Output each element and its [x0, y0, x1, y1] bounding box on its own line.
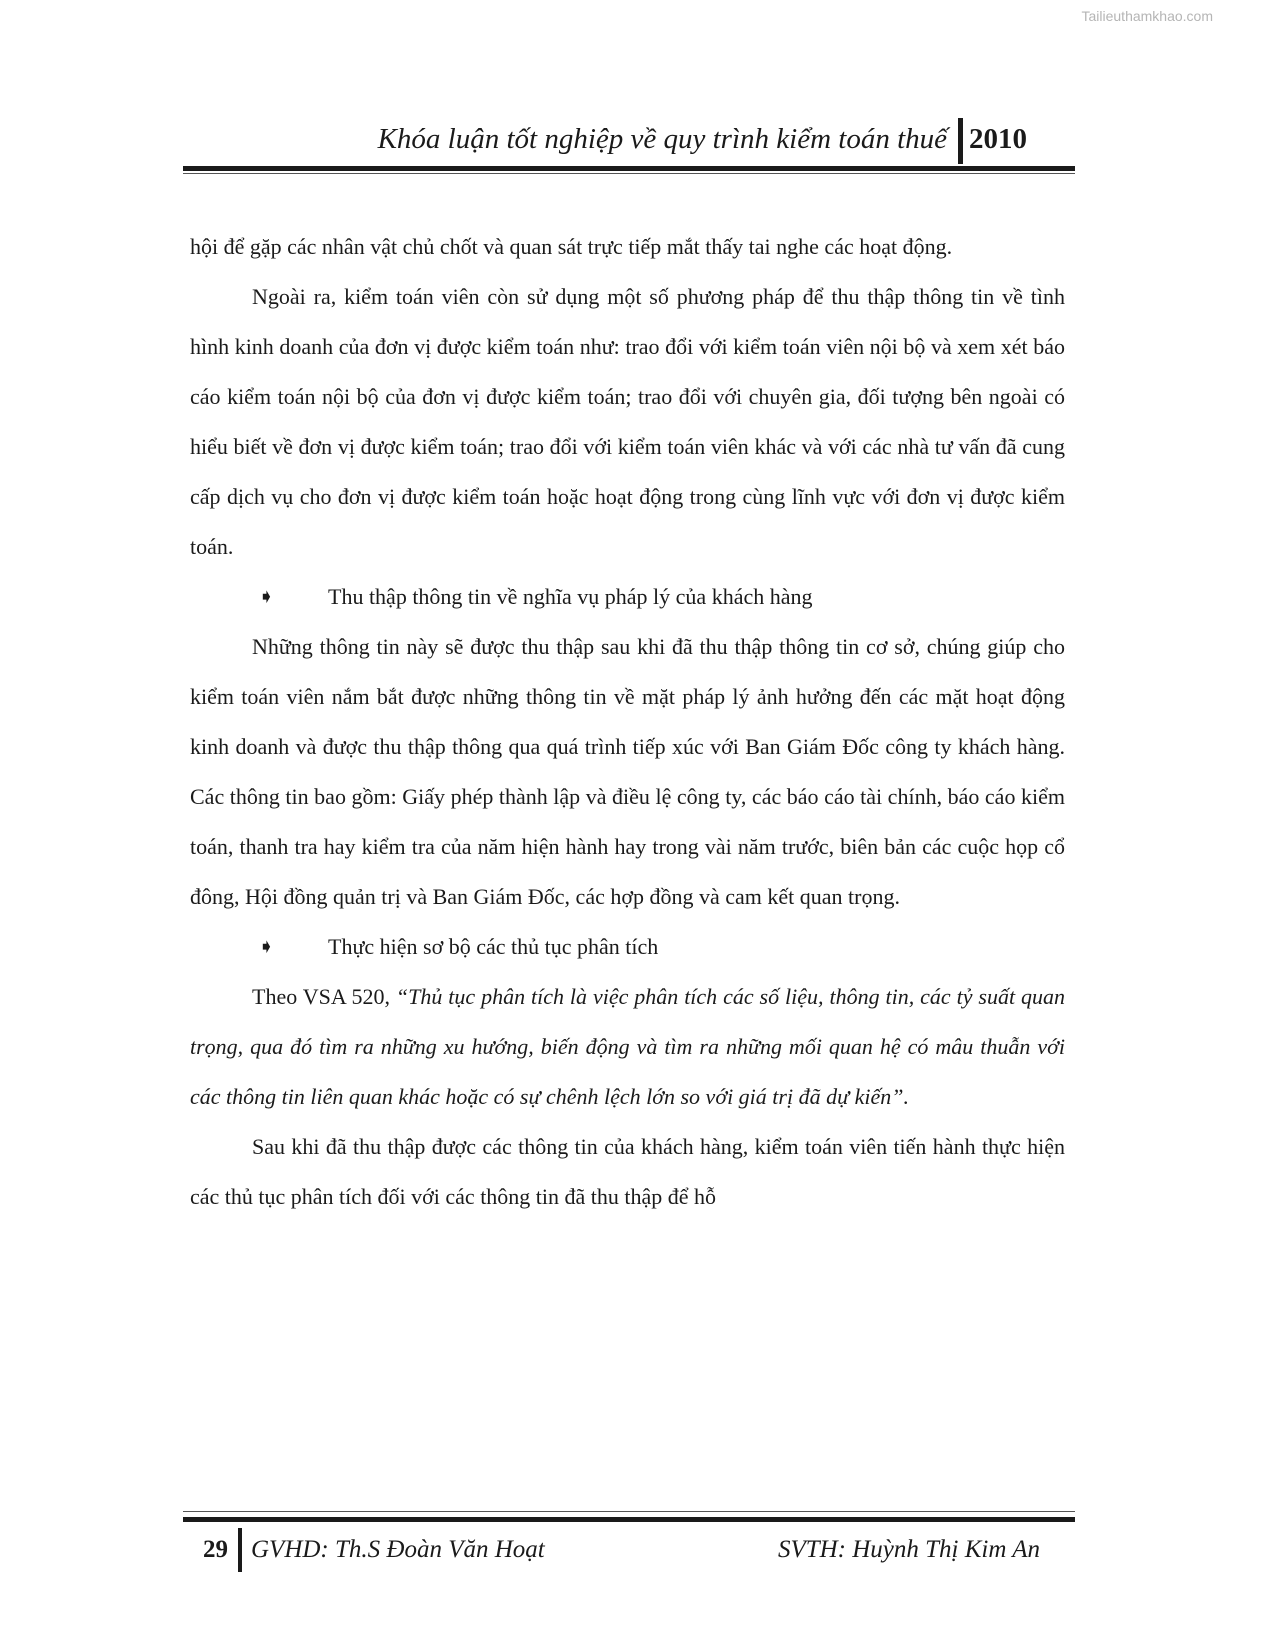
- arrow-bullet-icon: ➧: [258, 586, 275, 608]
- vsa-520-quote: “Thủ tục phân tích là việc phân tích các số liệu, thông tin, các tỷ suất quan trọng, qua đó tìm ra những xu hướng, biến động và tìm ra những mối quan hệ có mâu thuẫn với các thông tin liên quan khác hoặc có sự chênh lệch lớn so với giá trị đã dự kiến”.: [190, 984, 1065, 1109]
- paragraph-5: Sau khi đã thu thập được các thông tin của khách hàng, kiểm toán viên tiến hành thực hiện các thủ tục phân tích đối với các thông tin đã thu thập để hỗ: [190, 1134, 1065, 1209]
- bullet-item-1-label: Thu thập thông tin về nghĩa vụ pháp lý của khách hàng: [328, 584, 813, 609]
- bullet-item-2-label: Thực hiện sơ bộ các thủ tục phân tích: [328, 934, 659, 959]
- paragraph-4-lead: Theo VSA 520,: [252, 984, 396, 1009]
- footer-advisor: GVHD: Th.S Đoàn Văn Hoạt: [251, 1536, 545, 1563]
- paragraph-3: Những thông tin này sẽ được thu thập sau khi đã thu thập thông tin cơ sở, chúng giúp cho kiểm toán viên nắm bắt được những thông tin về mặt pháp lý ảnh hưởng đến các mặt hoạt động kinh doanh và được thu thập thông qua quá trình tiếp xúc với Ban Giám Đốc công ty khách hàng. Các thông tin bao gồm: Giấy phép thành lập và điều lệ công ty, các báo cáo tài chính, báo cáo kiểm toán, thanh tra hay kiểm tra của năm hiện hành hay trong vài năm trước, biên bản các cuộc họp cổ đông, Hội đồng quản trị và Ban Giám Đốc, các hợp đồng và cam kết quan trọng.: [190, 634, 1065, 909]
- footer-rule: [183, 1517, 1075, 1522]
- watermark: Tailieuthamkhao.com: [1081, 8, 1213, 24]
- header-separator: [958, 118, 963, 164]
- page-footer: [183, 1528, 1075, 1576]
- paragraph-2: Ngoài ra, kiểm toán viên còn sử dụng một số phương pháp để thu thập thông tin về tình hình kinh doanh của đơn vị được kiểm toán như: trao đổi với kiểm toán viên nội bộ và xem xét báo cáo kiểm toán nội bộ của đơn vị được kiểm toán; trao đổi với chuyên gia, đối tượng bên ngoài có hiểu biết về đơn vị được kiểm toán; trao đổi với kiểm toán viên khác và với các nhà tư vấn đã cung cấp dịch vụ cho đơn vị được kiểm toán hoặc hoạt động trong cùng lĩnh vực với đơn vị được kiểm toán.: [190, 284, 1065, 559]
- arrow-bullet-icon: ➧: [258, 936, 275, 958]
- page-number: 29: [203, 1536, 228, 1563]
- bullet-item-2: [190, 922, 1065, 972]
- paragraph-1: hội để gặp các nhân vật chủ chốt và quan sát trực tiếp mắt thấy tai nghe các hoạt động.: [190, 234, 953, 259]
- footer-student: SVTH: Huỳnh Thị Kim An: [777, 1536, 1040, 1563]
- header-title: Khóa luận tốt nghiệp về quy trình kiểm toán thuế: [377, 123, 947, 155]
- footer-separator: [238, 1528, 242, 1572]
- page-header: [183, 118, 1075, 168]
- header-year: 2010: [969, 123, 1027, 155]
- document-body: [190, 222, 1065, 1222]
- header-rule: [183, 166, 1075, 171]
- paragraph-4: [190, 972, 1065, 1122]
- bullet-item-1: [190, 572, 1065, 622]
